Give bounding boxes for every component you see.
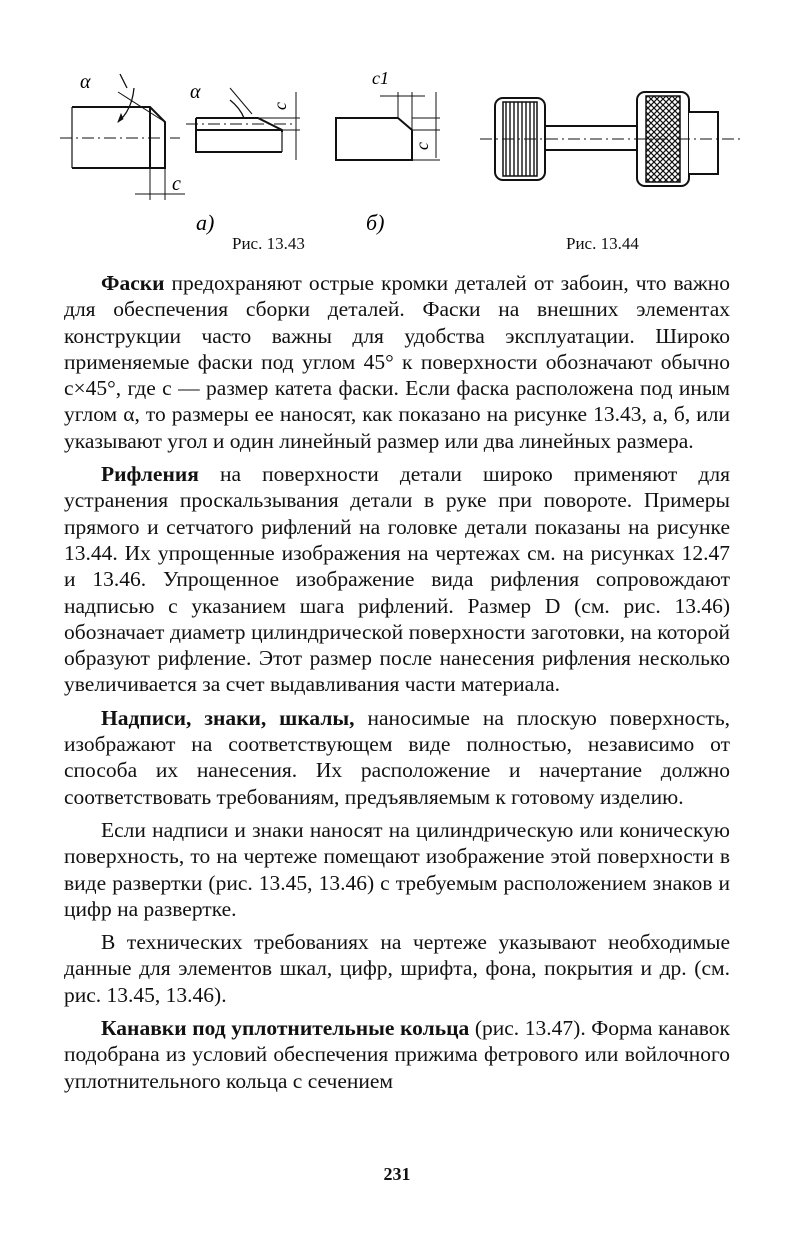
paragraph-text: предохраняют острые кромки деталей от забоин, что важно для обеспечения сборки деталей. Фаски на внешних элементах конструкции часто важны для удобства эксплуатации. Широко применяемые фаски под углом 45° к поверхности обозначают обычно c×45°, где c — размер катета фаски. Если фаска расположена под иным углом α, то размеры ее наносят, как показано на рисунке 13.43, а, б, или указывают угол и один линейный размер или два линейных размера. [64,271,730,453]
fig43a-chamfer-drawing [60,74,185,200]
fig43-label-c1: c1 [372,68,389,88]
fig43-sub-b: б) [366,210,385,235]
paragraph-lead: Рифления [101,462,199,487]
paragraph-text: (рис. 13.47). Форма канавок подобрана из условий обеспечения прижима фетрового или войлочного уплотнительного кольца с сечением [64,1016,730,1093]
fig43-sub-a: а) [196,210,215,235]
paragraph-inscriptions [64,705,730,810]
fig43-caption: Рис. 13.43 [232,234,305,253]
paragraph-grooves [64,1015,730,1094]
fig43-label-alpha-1: α [80,71,91,93]
fig43-label-alpha-2: α [190,81,201,103]
paragraph-text: наносимые на плоскую поверхность, изображают на соответствующем виде полностью, независимо от способа их нанесения. Их расположение и начертание должно соответствовать требованиям, предъявляемым к готовому изделию. [64,705,730,809]
paragraph-text: на поверхности детали широко применяют для устранения проскальзывания детали в руке при повороте. Примеры прямого и сетчатого рифлений на головке детали показаны на рисунке 13.44. Их упрощенные изображения на чертежах см. на рисунках 12.47 и 13.46. Упрощенное изображение вида рифления сопровождают надписью с указанием шага рифлений. Размер D (см. рис. 13.46) обозначает диаметр цилиндрической поверхности заготовки, на которой образуют рифление. Этот размер после нанесения рифления несколько увеличивается за счет выдавливания части материала. [64,462,730,697]
paragraph-text: Если надписи и знаки наносят на цилиндрическую или коническую поверхность, то на чертеже помещают изображение этой поверхности в виде развертки (рис. 13.45, 13.46) с требуемым расположением знаков и цифр на развертке. [64,817,730,921]
paragraph-lead: Канавки под уплотнительные кольца [101,1016,470,1041]
body-text [64,270,730,1101]
paragraph-text: В технических требованиях на чертеже указывают необходимые данные для элементов шкал, цифр, шрифта, фона, покрытия и др. (см. рис. 13.45, 13.46). [64,930,730,1007]
fig44-caption: Рис. 13.44 [566,234,639,253]
paragraph-knurling [64,461,730,698]
paragraph-lead: Фаски [101,271,165,295]
paragraph-requirements [64,929,730,1008]
fig43-label-c-a: c [172,173,181,195]
paragraph-chamfers [64,270,730,454]
fig43b-chamfer-left-drawing [186,88,300,160]
page-number: 231 [383,1164,411,1184]
figures-area [0,0,794,265]
figures-drawing [0,0,794,265]
fig43-label-c-side: c [412,142,432,150]
paragraph-cylindrical [64,817,730,922]
fig44-knurl-drawing [480,92,740,186]
fig43-label-c-b: c [270,102,290,110]
paragraph-lead: Надписи, знаки, шкалы, [101,705,355,730]
